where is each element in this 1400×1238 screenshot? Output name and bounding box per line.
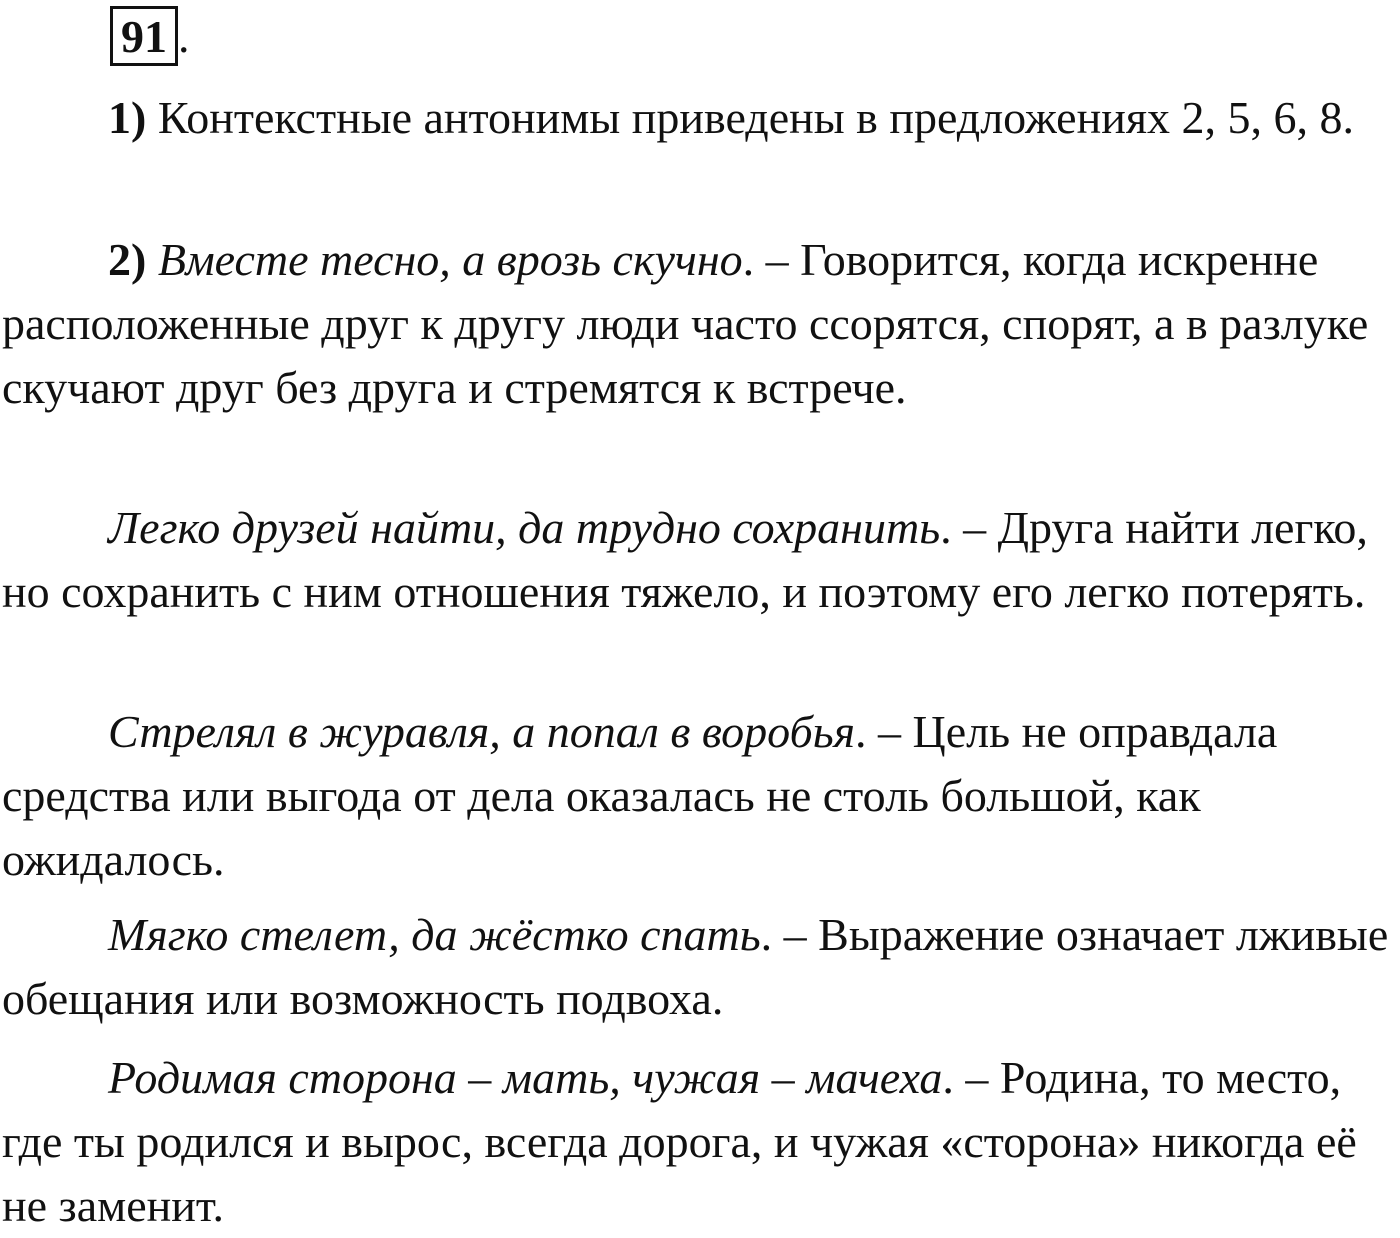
answer-label-2: 2) — [108, 234, 147, 285]
answer-paragraph-2 — [2, 228, 1396, 420]
exercise-number-box: 91 — [110, 6, 178, 66]
proverb-paragraph-5 — [2, 1046, 1396, 1238]
exercise-number-dot: . — [178, 11, 190, 62]
answer-label-1: 1) — [108, 92, 147, 143]
proverb-3: Стрелял в журавля, а попал в воробья — [108, 706, 856, 757]
proverb-4: Мягко стелет, да жёстко спать — [108, 909, 761, 960]
explanation-1: . – Говорится, когда искренне расположенные друг к другу люди часто ссорятся, спорят, а в разлуке скучают друг без друга и стремятся к встрече. — [2, 234, 1369, 413]
exercise-number — [110, 6, 190, 66]
proverb-1: Вместе тесно, а врозь скучно — [146, 234, 743, 285]
explanation-3: . – Цель не оправдала средства или выгода от дела оказалась не столь большой, как ожидалось. — [2, 706, 1278, 885]
proverb-paragraph-2 — [2, 496, 1396, 624]
explanation-4: . – Выражение означает лживые обещания или возможность подвоха. — [2, 909, 1389, 1024]
proverb-5: Родимая сторона – мать, чужая – мачеха — [108, 1052, 943, 1103]
explanation-5: . – Родина, то место, где ты родился и вырос, всегда дорога, и чужая «сторона» никогда её не заменит. — [2, 1052, 1357, 1231]
proverb-2: Легко друзей найти, да трудно сохранить — [108, 502, 941, 553]
explanation-2: . – Друга найти легко, но сохранить с ним отношения тяжело, и поэтому его легко потерять. — [2, 502, 1368, 617]
answer-paragraph-1 — [2, 86, 1396, 150]
proverb-paragraph-4 — [2, 903, 1396, 1031]
answer-text-1: Контекстные антонимы приведены в предложениях 2, 5, 6, 8. — [146, 92, 1354, 143]
proverb-paragraph-3 — [2, 700, 1396, 892]
